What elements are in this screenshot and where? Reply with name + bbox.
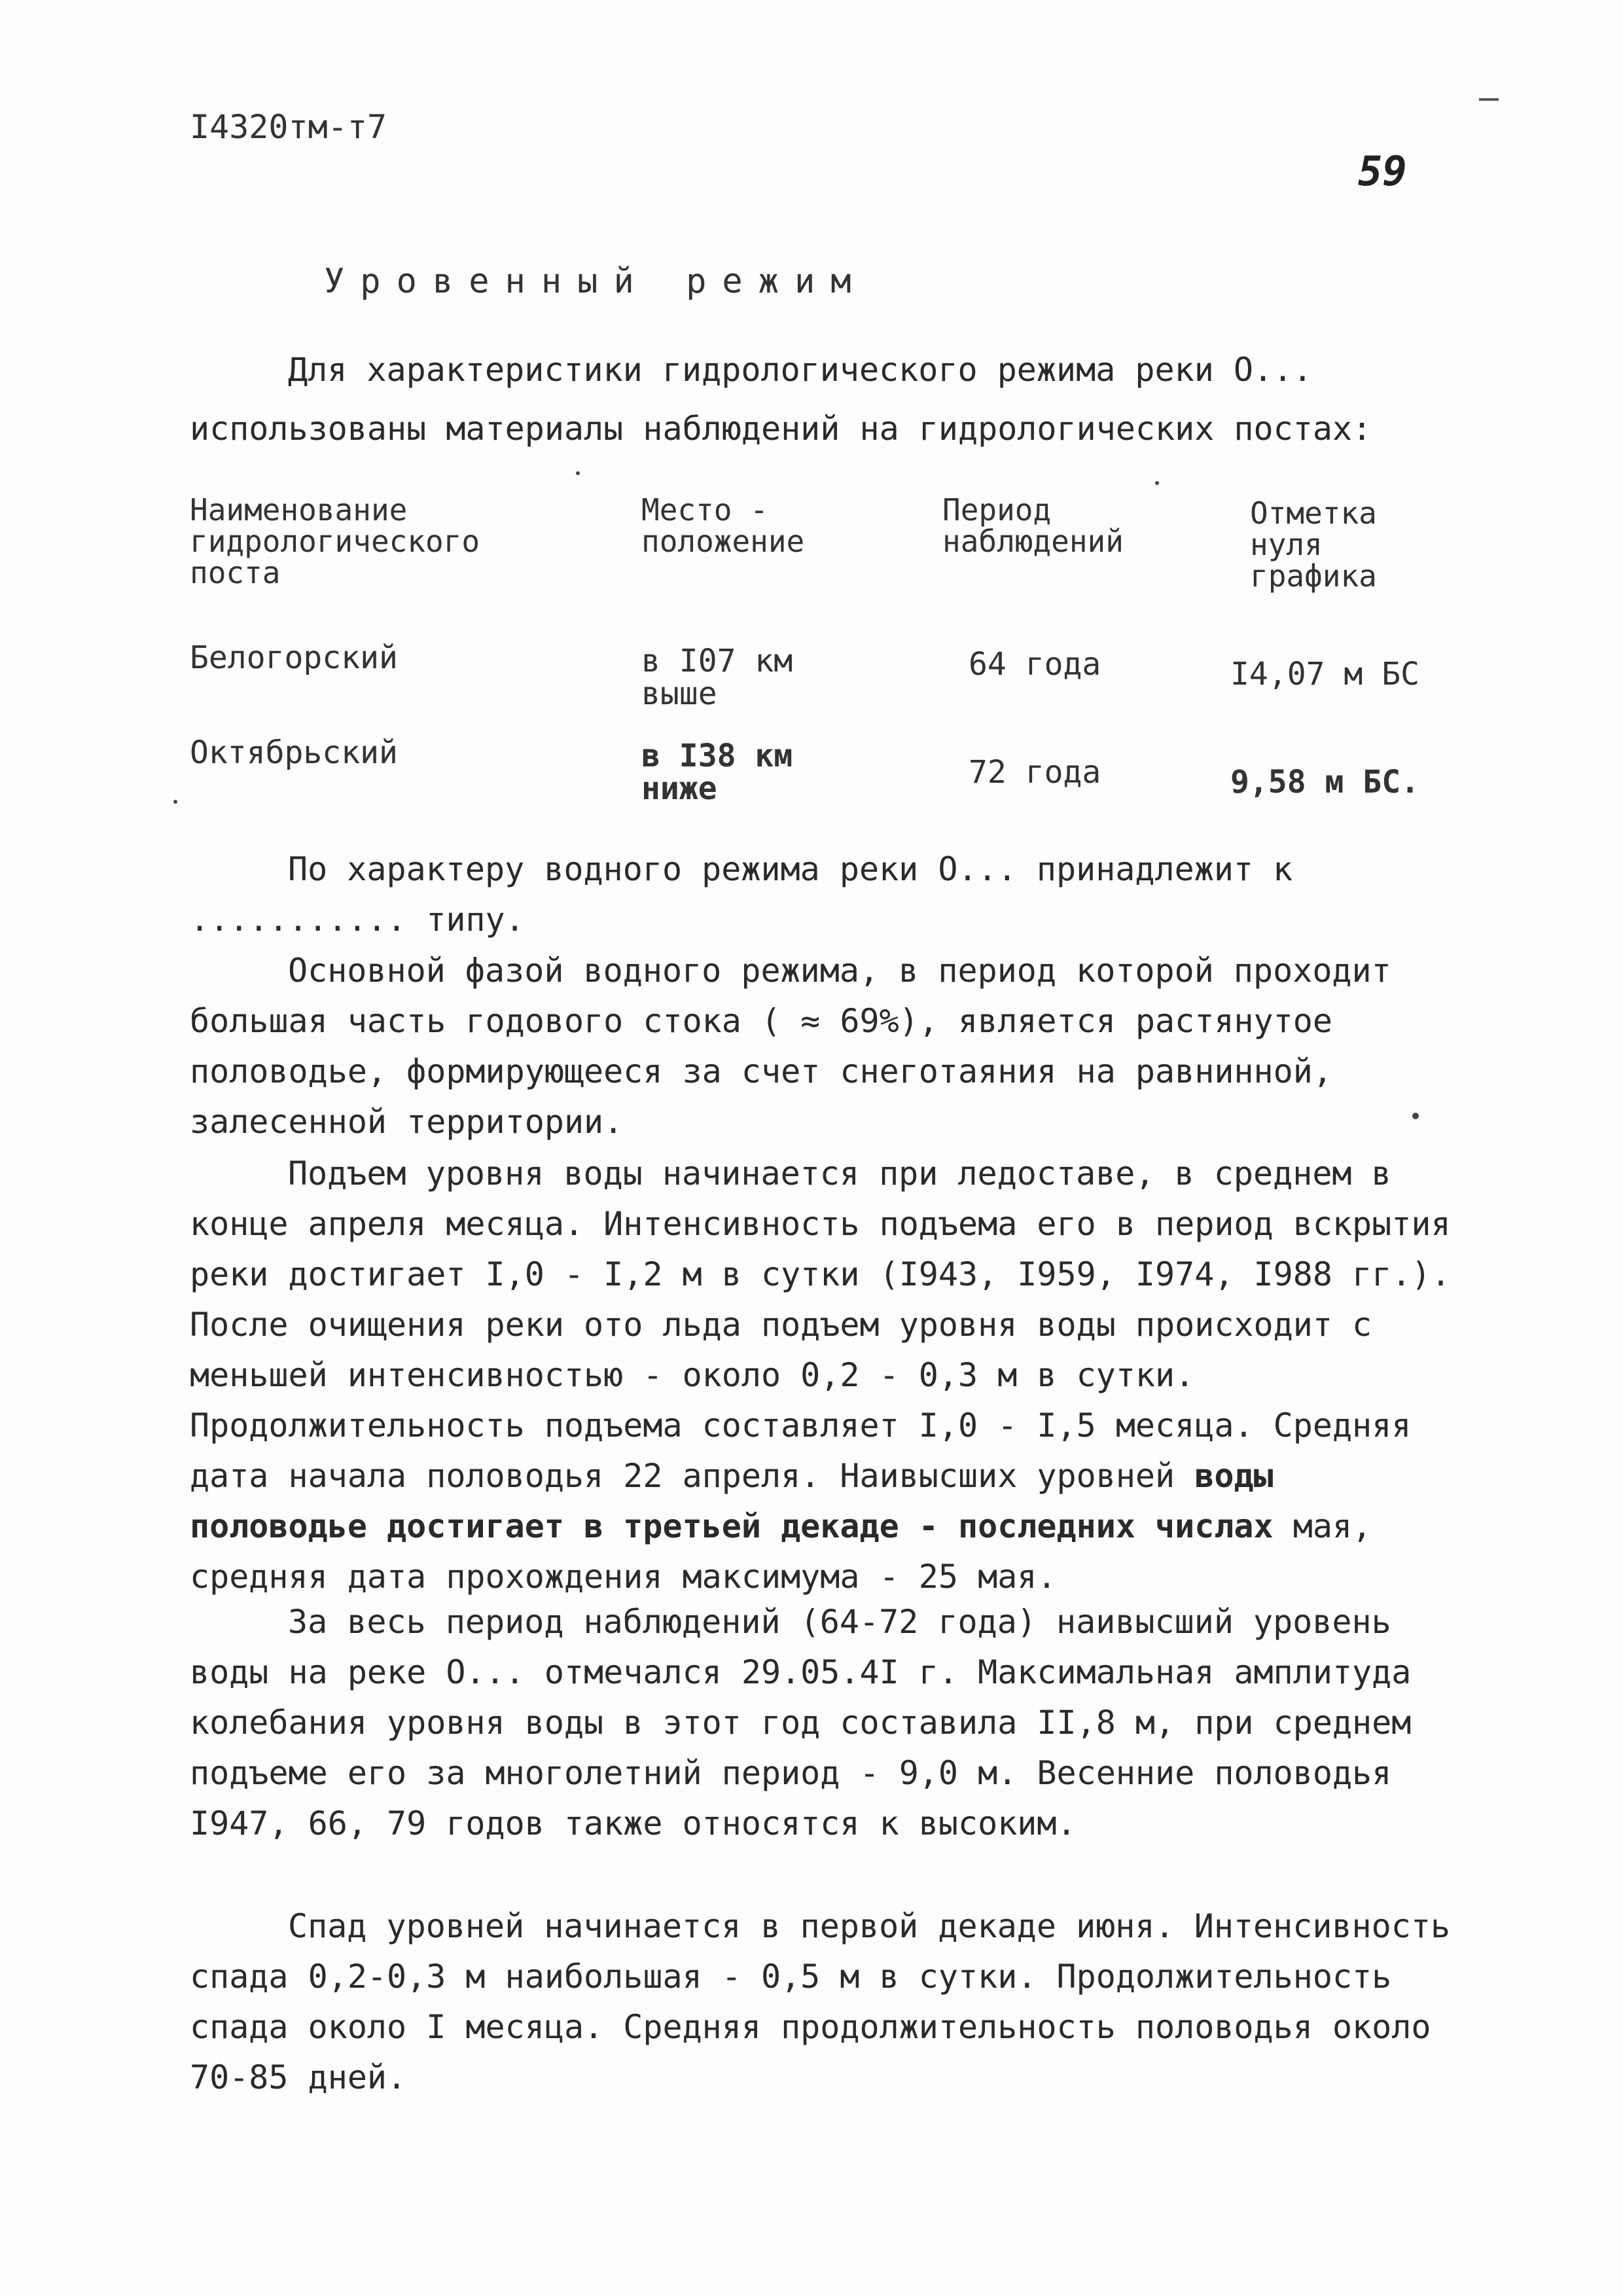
post-zero-mark: 9,58 м БС.	[1230, 764, 1419, 800]
margin-mark	[1479, 98, 1499, 101]
post-location: в I07 км выше	[641, 643, 793, 712]
paragraph-water-regime-type	[190, 844, 1453, 945]
paragraph-text	[190, 1149, 1453, 1602]
post-period: 72 года	[969, 754, 1101, 791]
paragraph-text: Спад уровней начинается в первой декаде июня. Интенсивность спада 0,2-0,3 м наибольшая - 0,5 м в сутки. Продолжительность спада около I месяца. Средняя продолжительность половодья около 70-85 дней.	[190, 1907, 1451, 2096]
scan-speck	[1412, 1113, 1419, 1119]
paragraph-text: За весь период наблюдений (64-72 года) наивысший уровень воды на реке О... отмечался 29.05.4I г. Максимальная амплитуда колебания уровня воды в этот год составила II,8 м, при среднем подъеме его за многолетний период - 9,0 м. Весенние половодья I947, 66, 79 годов также относятся к высоким.	[190, 1603, 1412, 1842]
section-title: Уровенный режим	[324, 262, 867, 301]
post-zero-mark: I4,07 м БС	[1230, 656, 1419, 692]
paragraph-highest-level	[190, 1597, 1453, 1849]
column-header-name: Наименование гидрологического поста	[190, 492, 480, 590]
post-location: в I38 км ниже	[641, 738, 793, 807]
column-header-zero: Отметка нуля графика	[1250, 495, 1377, 594]
paragraph-text: Основной фазой водного режима, в период которой проходит большая часть годового стока ( ≈ 69%), является растянутое половодье, формирующееся за счет снеготаяния на равнинной, залесенной территории.	[190, 952, 1391, 1141]
paragraph-main-phase	[190, 946, 1453, 1147]
intro-line-2: использованы материалы наблюдений на гидрологических постах:	[190, 410, 1372, 448]
paragraph-level-decline	[190, 1901, 1453, 2103]
scan-speck	[1155, 481, 1159, 485]
intro-line-1: Для характеристики гидрологического режима реки О...	[288, 351, 1313, 389]
page-number: 59	[1358, 147, 1407, 195]
scan-speck	[173, 800, 177, 804]
column-header-period: Период наблюдений	[942, 492, 1124, 559]
paragraph-level-rise	[190, 1149, 1453, 1602]
scan-speck	[576, 471, 580, 475]
text-run-bold: воды половодье достигает в третьей декаде - последних числах	[190, 1457, 1274, 1545]
column-header-location: Место - положение	[641, 492, 805, 559]
text-run: мая, средняя дата прохождения максимума - 25 мая.	[190, 1507, 1372, 1596]
post-name: Октябрьский	[190, 734, 398, 771]
text-run: Подъем уровня воды начинается при ледоставе, в среднем в конце апреля месяца. Интенсивность подъема его в период вскрытия реки достигает I,0 - I,2 м в сутки (I943, I959, I974, I988 гг.). После очищения реки ото льда подъем уровня воды происходит с меньшей интенсивностью - около 0,2 - 0,3 м в сутки. Продолжительность подъема составляет I,0 - I,5 месяца. Средняя дата начала половодья 22 апреля. Наивысших уровней	[190, 1155, 1451, 1495]
paragraph-text: По характеру водного режима реки О... принадлежит к ........... типу.	[190, 850, 1293, 939]
post-period: 64 года	[969, 646, 1101, 683]
intro-paragraph	[190, 340, 1446, 458]
post-name: Белогорский	[190, 639, 398, 676]
document-code: I4320тм-т7	[190, 108, 387, 146]
